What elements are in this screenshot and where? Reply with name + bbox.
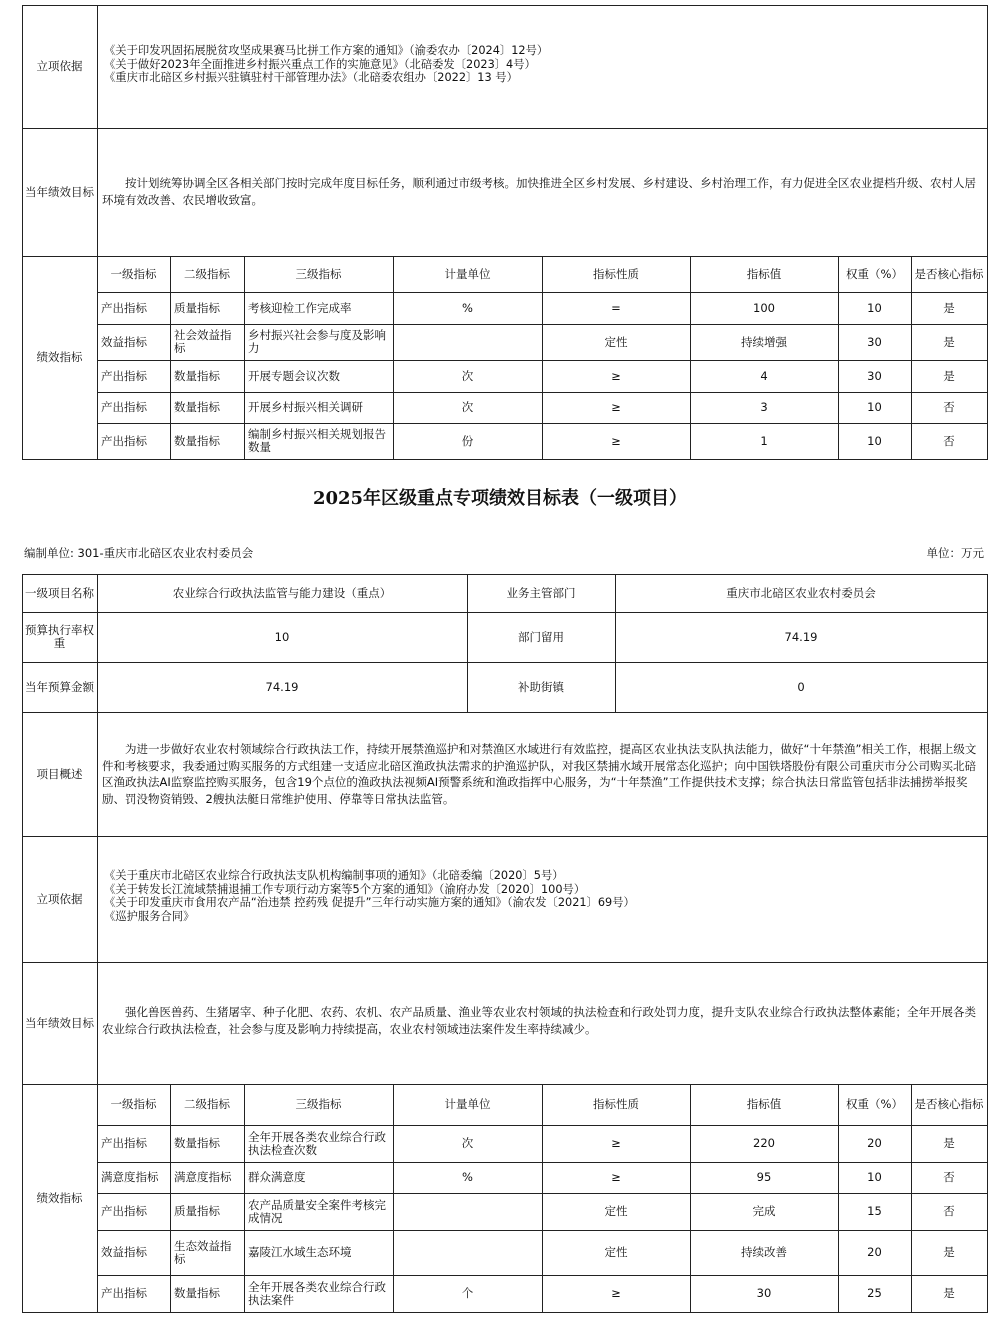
table-cell: 数量指标 — [174, 400, 220, 414]
table-cell: 20 — [867, 1245, 882, 1259]
subsidy-value: 0 — [797, 679, 805, 694]
table-cell: 编制乡村振兴相关规划报告数量 — [248, 427, 386, 454]
annual-budget-label: 当年预算金额 — [25, 679, 94, 694]
table-cell: 4 — [760, 368, 768, 383]
table-cell: 产出指标 — [101, 300, 147, 315]
table-cell: 产出指标 — [101, 368, 147, 383]
table-cell: 3 — [760, 400, 768, 414]
header-cell: 指标值 — [746, 266, 782, 281]
table-cell: ≥ — [611, 1136, 621, 1150]
table-cell: 1 — [760, 433, 768, 448]
table-cell: 10 — [867, 433, 882, 448]
header-cell: 一级指标 — [110, 266, 157, 281]
table-cell: 满意度指标 — [174, 1170, 232, 1184]
header-cell: 三级指标 — [295, 266, 342, 281]
basis-line: 《关于印发巩固拓展脱贫攻坚成果赛马比拼工作方案的通知》（渝委农办〔2024〕12号） — [104, 44, 549, 57]
table-cell: 定性 — [604, 334, 628, 349]
table-cell: 次 — [461, 400, 474, 414]
table-cell: 10 — [867, 1170, 882, 1184]
table-cell: 是 — [943, 1245, 955, 1259]
dept-retain-label: 部门留用 — [518, 629, 564, 644]
table-cell: 产出指标 — [101, 1286, 147, 1300]
goal-label: 当年绩效目标 — [25, 184, 94, 199]
budget-weight-label: 预算执行率权重 — [25, 623, 94, 650]
table-cell: 完成 — [752, 1204, 776, 1218]
table-cell: 95 — [756, 1170, 772, 1184]
table-cell: 开展乡村振兴相关调研 — [248, 400, 363, 414]
money-unit: 单位：万元 — [926, 546, 984, 560]
table-cell: 是 — [943, 1286, 955, 1300]
header-cell: 是否核心指标 — [914, 1097, 984, 1111]
table-cell: 15 — [867, 1204, 882, 1218]
table-cell: 次 — [461, 368, 474, 383]
table-cell: 25 — [867, 1286, 882, 1300]
table-cell: 全年开展各类农业综合行政执法检查次数 — [248, 1129, 386, 1157]
basis-line: 《关于做好2023年全面推进乡村振兴重点工作的实施意见》（北碚委发〔2023〕4号） — [104, 57, 536, 71]
indicators-label: 绩效指标 — [36, 350, 83, 364]
table-cell: 效益指标 — [101, 1245, 147, 1259]
table-cell: ≥ — [611, 1286, 621, 1300]
overview-text: 为进一步做好农业农村领域综合行政执法工作，持续开展禁渔巡护和对禁渔区水域进行有效监控，提高区农业执法支队执法能力，做好“十年禁渔”相关工作，根据上级文件和考核要求，我委通过购买服务的方式组建一支适应北碚区渔政执法需求的护渔巡护队，对我区禁捕水域开展常态化巡护；向中国铁塔股份有限公司重庆市分公司购买北碚区渔政执法AI监察监控购买服务，包含19个点位的渔政执法视频AI预警系统和渔政指挥中心服务，为“十年禁渔”工作提供技术支撑；综合执法日常监管包括非法捕捞举报奖励、罚没物资销毁、2艘执法艇日常维护使用、停靠等日常执法监管。 — [102, 742, 977, 806]
indicators-label: 绩效指标 — [36, 1190, 83, 1205]
table-cell: 数量指标 — [174, 368, 220, 383]
table-cell: 持续改善 — [741, 1245, 787, 1259]
header-cell: 权重（%） — [846, 1097, 903, 1111]
dept-retain-value: 74.19 — [784, 629, 818, 644]
table-cell: 全年开展各类农业综合行政执法案件 — [248, 1279, 386, 1307]
table-cell: 20 — [867, 1136, 882, 1150]
table-cell: 是 — [943, 368, 955, 383]
table-cell: 产出指标 — [101, 1204, 147, 1218]
table-cell: 是 — [943, 1136, 955, 1150]
table-cell — [393, 324, 542, 360]
dept-value: 重庆市北碚区农业农村委员会 — [726, 585, 876, 600]
table-cell: 个 — [461, 1286, 474, 1300]
table-cell: 次 — [461, 1136, 474, 1150]
table-cell: 30 — [867, 368, 882, 383]
table-cell: % — [462, 300, 473, 315]
table-cell: 质量指标 — [174, 300, 220, 315]
overview-label: 项目概述 — [36, 766, 83, 781]
table-cell: 否 — [943, 433, 955, 448]
table-cell: 乡村振兴社会参与度及影响力 — [248, 328, 386, 355]
table-cell — [393, 1193, 542, 1230]
header-cell: 计量单位 — [444, 1097, 491, 1111]
table-cell: ≥ — [611, 433, 621, 448]
header-cell: 指标值 — [746, 1097, 782, 1111]
table-cell: 考核迎检工作完成率 — [248, 300, 352, 315]
table-cell: 10 — [867, 400, 882, 414]
goal-label: 当年绩效目标 — [25, 1015, 94, 1030]
project-name: 农业综合行政执法监管与能力建设（重点） — [172, 585, 392, 600]
table-cell: 产出指标 — [101, 1136, 147, 1150]
basis-list — [104, 44, 548, 85]
table-cell: 否 — [943, 400, 955, 414]
basis-label: 立项依据 — [36, 59, 83, 73]
header-cell: 是否核心指标 — [914, 266, 984, 281]
header-cell: 计量单位 — [444, 266, 491, 281]
basis-line: 《关于印发重庆市食用农产品“治违禁 控药残 促提升”三年行动实施方案的通知》（渝农发〔2021〕69号） — [104, 896, 635, 909]
table-cell: 220 — [753, 1136, 775, 1150]
table-cell: 10 — [867, 300, 882, 315]
basis-line: 《关于转发长江流域禁捕退捕工作专项行动方案等5个方案的通知》（渝府办发〔2020〕100号） — [104, 882, 586, 896]
table-cell: = — [611, 300, 621, 315]
table-cell: ≥ — [611, 368, 621, 383]
table-cell: 份 — [461, 433, 474, 448]
table-cell: 定性 — [604, 1204, 628, 1218]
table-cell: 产出指标 — [101, 433, 147, 448]
subsidy-label: 补助街镇 — [518, 679, 564, 694]
table-cell: ≥ — [611, 400, 621, 414]
table-cell: 社会效益指标 — [174, 328, 232, 355]
header-cell: 指标性质 — [593, 1097, 639, 1111]
goal-text: 按计划统筹协调全区各相关部门按时完成年度目标任务，顺利通过市级考核。加快推进全区乡村发展、乡村建设、乡村治理工作，有力促进全区农业提档升级、农村人居环境有效改善、农民增收致富。 — [102, 176, 976, 207]
table-cell: 否 — [943, 1204, 955, 1218]
basis-label: 立项依据 — [36, 891, 83, 906]
goal-text: 强化兽医兽药、生猪屠宰、种子化肥、农药、农机、农产品质量、渔业等农业农村领域的执法检查和行政处罚力度，提升支队农业综合行政执法整体素能；全年开展各类农业综合行政执法检查，社会参与度及影响力持续提高，农业农村领域违法案件发生率持续减少。 — [102, 1005, 976, 1036]
table-cell: 是 — [943, 334, 955, 349]
annual-budget-value: 74.19 — [265, 679, 299, 694]
table-cell: 数量指标 — [174, 433, 220, 448]
basis-line: 《重庆市北碚区乡村振兴驻镇驻村干部管理办法》（北碚委农组办〔2022〕13 号） — [104, 71, 518, 84]
table-cell: 30 — [867, 334, 882, 349]
page-title: 2025年区级重点专项绩效目标表（一级项目） — [312, 488, 688, 509]
table-cell — [393, 1230, 542, 1275]
basis-line: 《巡护服务合同》 — [104, 909, 195, 923]
table-cell: 农产品质量安全案件考核完成情况 — [248, 1197, 386, 1225]
table-cell: ≥ — [611, 1170, 621, 1184]
table-cell: 100 — [753, 300, 775, 315]
header-cell: 二级指标 — [184, 266, 230, 281]
table-cell: 质量指标 — [174, 1204, 220, 1218]
header-cell: 二级指标 — [184, 1097, 230, 1111]
table-cell: 否 — [943, 1170, 955, 1184]
table-cell: 开展专题会议次数 — [248, 368, 340, 383]
header-cell: 三级指标 — [295, 1097, 342, 1111]
table-cell: 是 — [943, 300, 955, 315]
table-cell: 效益指标 — [101, 334, 147, 349]
table-cell: 数量指标 — [174, 1136, 220, 1150]
table-cell: 嘉陵江水域生态环境 — [248, 1245, 352, 1259]
table-cell: % — [462, 1170, 473, 1184]
basis-list — [104, 869, 635, 923]
table-cell: 30 — [756, 1286, 772, 1300]
project-name-label: 一级项目名称 — [25, 585, 94, 600]
table-cell: 满意度指标 — [101, 1170, 159, 1184]
table-cell: 产出指标 — [101, 400, 147, 414]
table-cell: 生态效益指标 — [174, 1238, 232, 1266]
header-cell: 一级指标 — [110, 1097, 157, 1111]
header-cell: 权重（%） — [846, 266, 903, 281]
table-cell: 定性 — [604, 1245, 628, 1259]
basis-line: 《关于重庆市北碚区农业综合行政执法支队机构编制事项的通知》（北碚委编〔2020〕5号） — [104, 869, 564, 882]
table-cell: 群众满意度 — [248, 1170, 306, 1184]
dept-label: 业务主管部门 — [506, 585, 576, 600]
compiling-unit: 编制单位: 301-重庆市北碚区农业农村委员会 — [24, 546, 254, 560]
table-cell: 数量指标 — [174, 1286, 220, 1300]
budget-weight-value: 10 — [274, 629, 290, 644]
header-cell: 指标性质 — [593, 266, 639, 281]
table-cell: 持续增强 — [741, 334, 787, 349]
